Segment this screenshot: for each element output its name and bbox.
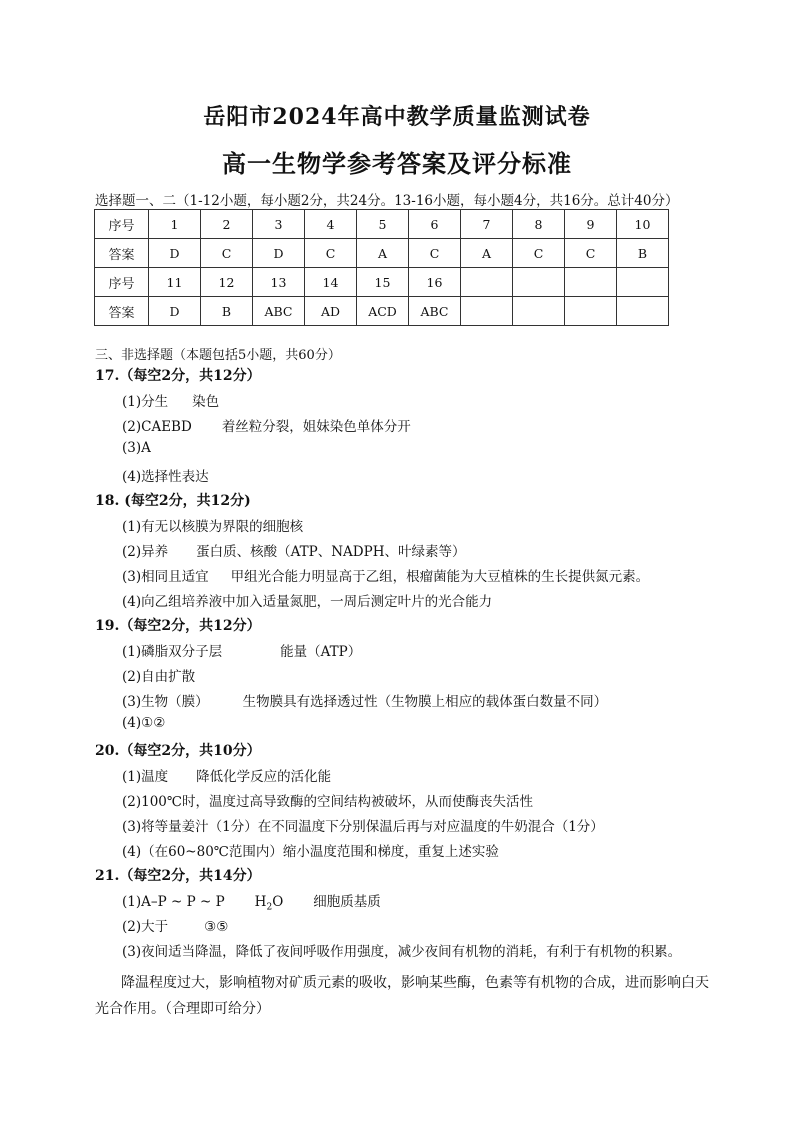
- q20-answer-4: (4)（在60~80℃范围内）缩小温度范围和梯度，重复上述实验: [122, 844, 499, 860]
- q20-answer-2: (2)100℃时，温度过高导致酶的空间结构被破坏，从而使酶丧失活性: [122, 794, 533, 810]
- answer-table-cell: [461, 268, 513, 297]
- answer-table-cell: 9: [565, 210, 617, 239]
- nonchoice-heading: 三、非选择题（本题包括5小题，共60分）: [95, 348, 341, 363]
- q19-3b: 生物膜具有选择透过性（生物膜上相应的载体蛋白数量不同）: [242, 694, 608, 710]
- answer-table-cell: AD: [305, 297, 357, 326]
- q21-1b-o: O: [272, 894, 284, 910]
- answer-table-cell: 3: [253, 210, 305, 239]
- answer-table-cell: ABC: [253, 297, 305, 326]
- q18-header: 18. (每空2分，共12分): [95, 493, 251, 509]
- answer-table-row-label: 序号: [95, 210, 149, 239]
- q21-answer-2: [122, 915, 228, 935]
- q18-answer-4: (4)向乙组培养液中加入适量氮肥，一周后测定叶片的光合能力: [122, 594, 493, 610]
- answer-table-cell: 4: [305, 210, 357, 239]
- q21-paragraph: 降温程度过大，影响植物对矿质元素的吸收，影响某些酶，色素等有机物的合成，进而影响白天光合作用。（合理即可给分）: [95, 975, 709, 1017]
- q20-1b: 降低化学反应的活化能: [196, 769, 332, 785]
- q19-1b: 能量（ATP）: [280, 644, 362, 660]
- answer-table-cell: [461, 297, 513, 326]
- answer-table: [94, 209, 669, 326]
- answer-table-cell: 7: [461, 210, 513, 239]
- answer-table-cell: ABC: [409, 297, 461, 326]
- answer-table-cell: 1: [149, 210, 201, 239]
- q17-answer-2: [122, 415, 411, 435]
- answer-table-cell: C: [409, 239, 461, 268]
- q17-answer-1: [122, 390, 219, 410]
- q18-answer-3: [122, 565, 649, 585]
- q20-header: 20.（每空2分，共10分）: [95, 743, 261, 759]
- answer-table-cell: A: [357, 239, 409, 268]
- q20-answer-1: [122, 765, 331, 785]
- q21-2a: (2)大于: [122, 919, 169, 935]
- answer-table-cell: C: [305, 239, 357, 268]
- answer-table-cell: [565, 297, 617, 326]
- q21-1b-h: H: [254, 894, 267, 910]
- answer-table-cell: 8: [513, 210, 565, 239]
- answer-table-cell: 15: [357, 268, 409, 297]
- q19-answer-4: (4)①②: [122, 715, 166, 731]
- answer-table-cell: D: [149, 297, 201, 326]
- answer-table-cell: C: [513, 239, 565, 268]
- q18-2b: 蛋白质、核酸（ATP、NADPH、叶绿素等）: [196, 544, 466, 560]
- answer-table-cell: 16: [409, 268, 461, 297]
- answer-table-cell: 13: [253, 268, 305, 297]
- answer-table-row-label: 答案: [95, 297, 149, 326]
- q17-1b: 染色: [192, 394, 220, 410]
- q19-answer-3: [122, 690, 607, 710]
- answer-key-title: 高一生物学参考答案及评分标准: [222, 149, 572, 178]
- answer-table-cell: 11: [149, 268, 201, 297]
- q19-header: 19.（每空2分，共12分）: [95, 618, 261, 634]
- q18-3b: 甲组光合能力明显高于乙组，根瘤菌能为大豆植株的生长提供氮元素。: [230, 569, 650, 585]
- q17-answer-4: (4)选择性表达: [122, 469, 209, 485]
- q21-2b: ③⑤: [204, 919, 229, 935]
- answer-table-cell: A: [461, 239, 513, 268]
- answer-table-row-label: 答案: [95, 239, 149, 268]
- q18-answer-2: [122, 540, 465, 560]
- answer-table-cell: C: [565, 239, 617, 268]
- answer-table-cell: [617, 297, 669, 326]
- answer-table-cell: [513, 297, 565, 326]
- answer-table-cell: ACD: [357, 297, 409, 326]
- answer-table-cell: [513, 268, 565, 297]
- q17-1a: (1)分生: [122, 394, 169, 410]
- answer-table-cell: 2: [201, 210, 253, 239]
- q17-2a: (2)CAEBD: [122, 419, 192, 435]
- answer-table-cell: B: [617, 239, 669, 268]
- answer-table-row-label: 序号: [95, 268, 149, 297]
- q20-1a: (1)温度: [122, 769, 169, 785]
- q19-answer-1: [122, 640, 361, 660]
- q19-answer-2: (2)自由扩散: [122, 669, 196, 685]
- q21-1c: 细胞质基质: [313, 894, 381, 910]
- answer-table-cell: 6: [409, 210, 461, 239]
- q20-answer-3: (3)将等量姜汁（1分）在不同温度下分别保温后再与对应温度的牛奶混合（1分）: [122, 819, 604, 835]
- q17-header: 17.（每空2分，共12分）: [95, 368, 261, 384]
- q21-1a: (1)A–P ~ P ~ P: [122, 894, 225, 910]
- q17-answer-3: (3)A: [122, 440, 151, 456]
- answer-table-cell: 5: [357, 210, 409, 239]
- choice-intro: 选择题一、二（1-12小题，每小题2分，共24分。13-16小题，每小题4分，共16分。总计40分）: [95, 193, 679, 209]
- answer-table-cell: D: [149, 239, 201, 268]
- answer-table-cell: B: [201, 297, 253, 326]
- answer-table-cell: D: [253, 239, 305, 268]
- answer-table-cell: 10: [617, 210, 669, 239]
- q17-2b: 着丝粒分裂，姐妹染色单体分开: [221, 419, 411, 435]
- q21-header: 21.（每空2分，共14分）: [95, 868, 261, 884]
- q19-3a: (3)生物（膜）: [122, 694, 209, 710]
- exam-title: 岳阳市2024年高中教学质量监测试卷: [203, 104, 591, 130]
- q18-answer-1: (1)有无以核膜为界限的细胞核: [122, 519, 304, 535]
- q18-2a: (2)异养: [122, 544, 169, 560]
- answer-table-cell: 14: [305, 268, 357, 297]
- answer-table-cell: [565, 268, 617, 297]
- q18-3a: (3)相同且适宜: [122, 569, 209, 585]
- answer-table-cell: [617, 268, 669, 297]
- q19-1a: (1)磷脂双分子层: [122, 644, 223, 660]
- q21-answer-1: [122, 890, 381, 913]
- answer-table-row: [95, 268, 669, 297]
- q21-1b-sub: 2: [266, 902, 273, 913]
- answer-table-cell: 12: [201, 268, 253, 297]
- answer-table-row: [95, 297, 669, 326]
- q21-answer-3: (3)夜间适当降温，降低了夜间呼吸作用强度，减少夜间有机物的消耗，有利于有机物的积累。: [122, 944, 682, 960]
- answer-table-cell: C: [201, 239, 253, 268]
- answer-table-row: [95, 239, 669, 268]
- answer-table-row: [95, 210, 669, 239]
